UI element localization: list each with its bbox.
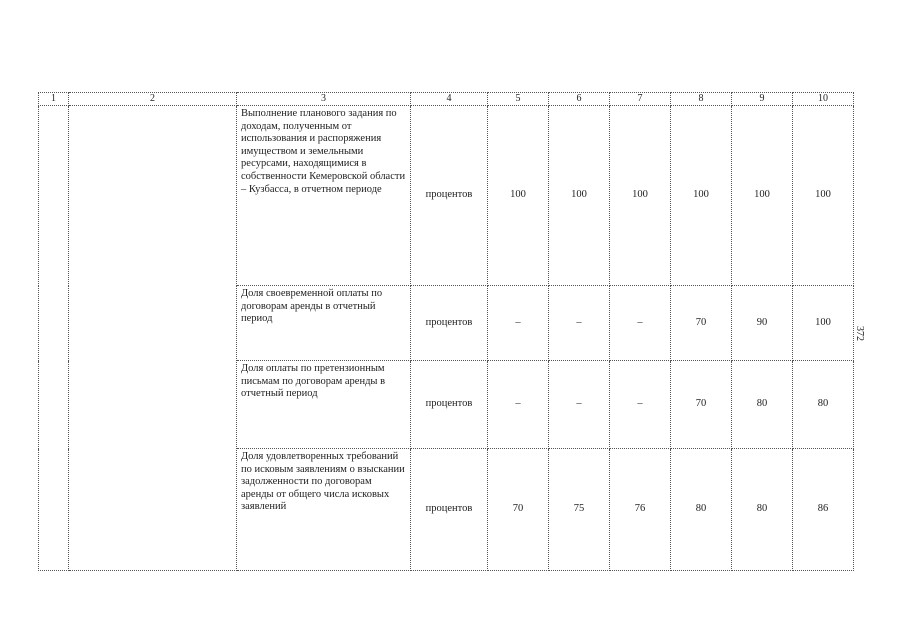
header-cell: 6 [549,93,610,106]
value-cell: 80 [671,449,732,571]
header-cell: 10 [793,93,854,106]
indicator-description: Доля своевременной оплаты по договорам аренды в отчетный период [237,286,411,361]
value-cell: 76 [610,449,671,571]
value-cell: 100 [610,106,671,286]
value-cell: 70 [488,449,549,571]
value-cell: 100 [732,106,793,286]
value-cell: 80 [732,449,793,571]
value-cell: – [488,286,549,361]
unit-cell: процентов [411,286,488,361]
value-cell: 70 [671,286,732,361]
value-cell: 70 [671,361,732,449]
indicator-description: Доля оплаты по претензионным письмам по договорам аренды в отчетный период [237,361,411,449]
header-cell: 4 [411,93,488,106]
value-cell: – [610,361,671,449]
value-cell: 80 [793,361,854,449]
value-cell: – [488,361,549,449]
value-cell: 100 [671,106,732,286]
value-cell: 100 [793,286,854,361]
header-cell: 7 [610,93,671,106]
header-cell: 2 [69,93,237,106]
indicator-description: Выполнение планового задания по доходам, полученным от использования и распоряжения имуществом и земельными ресурсами, находящимися в собственности Кемеровской области – Кузбасса, в отчетном периоде [237,106,411,286]
header-cell: 5 [488,93,549,106]
header-cell: 8 [671,93,732,106]
value-cell: 86 [793,449,854,571]
value-cell: 75 [549,449,610,571]
value-cell: – [610,286,671,361]
header-cell: 3 [237,93,411,106]
unit-cell: процентов [411,361,488,449]
unit-cell: процентов [411,106,488,286]
header-row [39,93,854,106]
value-cell: 100 [793,106,854,286]
indicator-description: Доля удовлетворенных требований по исковым заявлениям о взыскании задолженности по договорам аренды от общего числа исковых заявлений [237,449,411,571]
value-cell: – [549,286,610,361]
value-cell: 90 [732,286,793,361]
col2-empty-cell [69,106,237,571]
table-row [39,106,854,286]
page-number: 372 [854,326,865,341]
value-cell: – [549,361,610,449]
header-cell: 9 [732,93,793,106]
col1-empty-cell [39,106,69,571]
indicators-table [38,92,854,571]
value-cell: 80 [732,361,793,449]
unit-cell: процентов [411,449,488,571]
header-cell: 1 [39,93,69,106]
value-cell: 100 [549,106,610,286]
value-cell: 100 [488,106,549,286]
